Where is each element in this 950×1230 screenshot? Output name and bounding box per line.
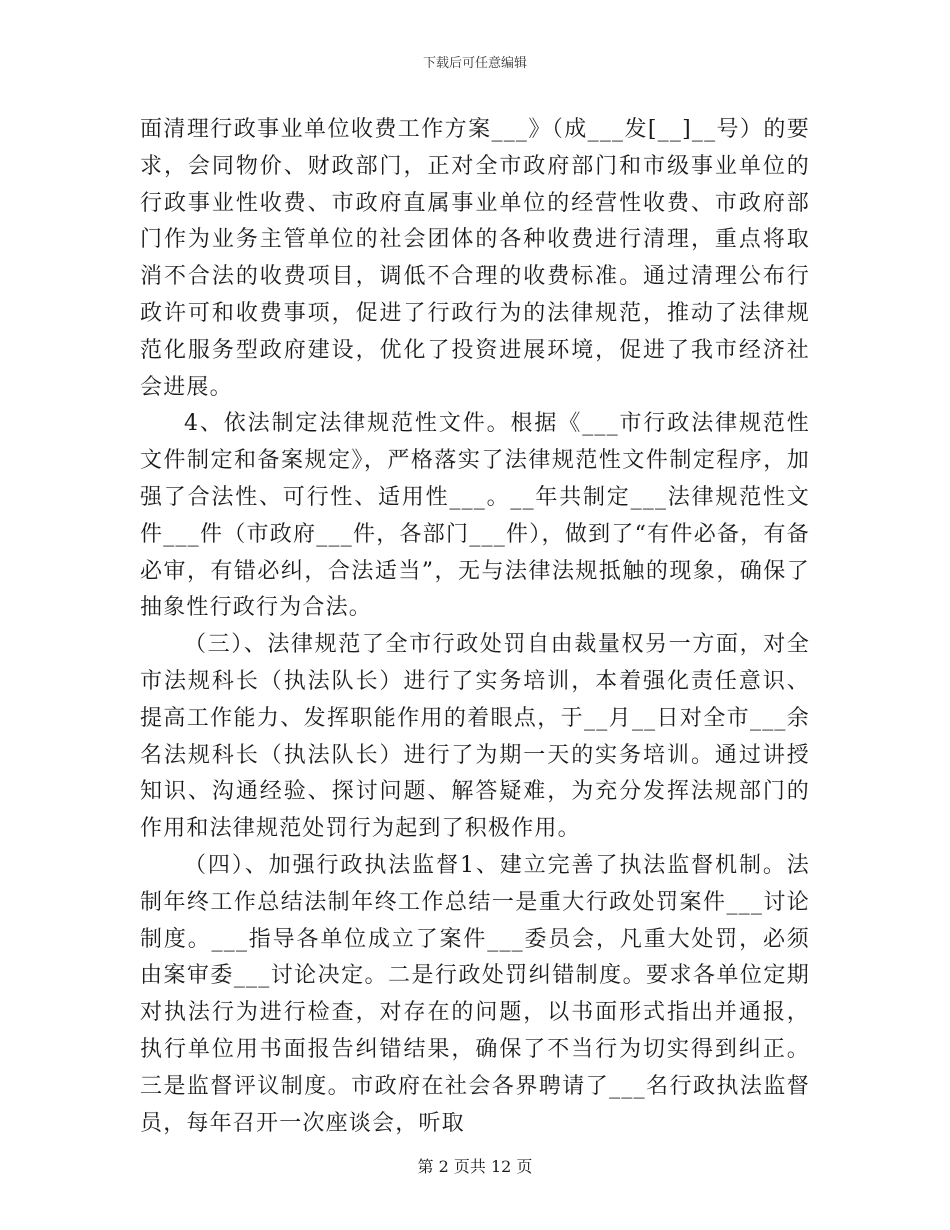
paragraph-enforcement-supervision: （四）、加强行政执法监督1、建立完善了执法监督机制。法制年终工作总结法制年终工作总结一是重大行政处罚案件___讨论制度。___指导各单位成立了案件___委员会，凡重大处罚，必须由案审委___讨论决定。二是行政处罚纠错制度。要求各单位定期对执法行为进行检查，对存在的问题，以书面形式指出并通报，执行单位用书面报告纠错结果，确保了不当行为切实得到纠正。三是监督评议制度。市政府在社会各界聘请了___名行政执法监督员，每年召开一次座谈会，听取 (140, 852, 810, 1136)
paragraph-penalty-discretion: （三）、法律规范了全市行政处罚自由裁量权另一方面，对全市法规科长（执法队长）进行了实务培训，本着强化责任意识、提高工作能力、发挥职能作用的着眼点，于__月__日对全市___余名法规科长（执法队长）进行了为期一天的实务培训。通过讲授知识、沟通经验、探讨问题、解答疑难，为充分发挥法规部门的作用和法律规范处罚行为起到了积极作用。 (140, 632, 810, 842)
page-number-footer: 第 2 页共 12 页 (417, 1157, 533, 1176)
paragraph-fee-cleanup: 面清理行政事业单位收费工作方案___》（成___发[__]__号）的要求，会同物价、财政部门，正对全市政府部门和市级事业单位的行政事业性收费、市政府直属事业单位的经营性收费、市政府部门作为业务主管单位的社会团体的各种收费进行清理，重点将取消不合法的收费项目，调低不合理的收费标准。通过清理公布行政许可和收费事项，促进了行政行为的法律规范，推动了法律规范化服务型政府建设，优化了投资进展环境，促进了我市经济社会进展。 (140, 117, 810, 400)
document-body (140, 112, 810, 1142)
paragraph-normative-documents: 4、依法制定法律规范性文件。根据《___市行政法律规范性文件制定和备案规定》，严格落实了法律规范性文件制定程序，加强了合法性、可行性、适用性___。__年共制定___法律规范性文件___件（市政府___件，各部门___件），做到了“有件必备，有备必审，有错必纠，合法适当”，无与法律法规抵触的现象，确保了抽象性行政行为合法。 (140, 411, 810, 621)
page-header: 下载后可任意编辑 (422, 56, 527, 71)
